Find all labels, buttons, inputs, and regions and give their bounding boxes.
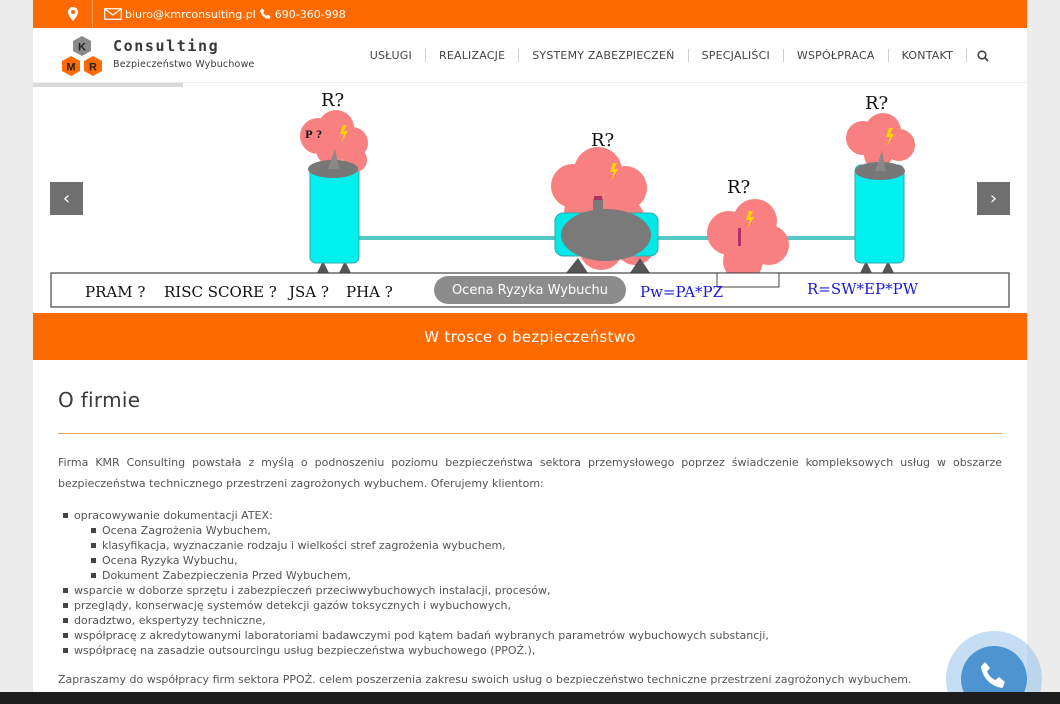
list-item: doradztwo, ekspertyzy techniczne, [58, 613, 1002, 628]
banner-text: W trosce o bezpieczeństwo [424, 327, 636, 346]
list-item: wsparcie w doborze sprzętu i zabezpieczeń przeciwwybuchowych instalacji, procesów, [58, 583, 1002, 598]
method-risc-score: RISC SCORE ? [164, 283, 277, 301]
list-item: Ocena Zagrożenia Wybuchem, [74, 523, 1002, 538]
formula-r: R=SW*EP*PW [807, 280, 919, 298]
nav-item-wspolpraca[interactable]: WSPÓŁPRACA [796, 49, 875, 62]
phone-link[interactable]: 690-360-998 [274, 7, 346, 21]
logo[interactable] [58, 34, 108, 80]
list-item [58, 508, 1002, 583]
r-question-label-1: R? [321, 90, 345, 111]
email-link[interactable]: biuro@kmrconsulting.pl [125, 7, 256, 21]
method-pram: PRAM ? [85, 283, 146, 301]
page [33, 0, 1027, 704]
tagline-banner [33, 313, 1027, 360]
list-item: Ocena Ryzyka Wybuchu, [74, 553, 1002, 568]
nav-item-realizacje[interactable]: REALIZACJE [438, 49, 506, 62]
phone-handset-icon [979, 660, 1009, 694]
phone-icon [260, 8, 272, 20]
nav-item-kontakt[interactable]: KONTAKT [901, 49, 953, 62]
outro-paragraph: Zapraszamy do współpracy firm sektora PPOŻ. celem poszerzenia zakresu swoich usług o bezpieczeństwo techniczne przestrzeni zagrożonych wybuchem. [58, 673, 912, 686]
main-nav [357, 49, 989, 62]
list-item: Dokument Zabezpieczenia Przed Wybuchem, [74, 568, 1002, 583]
brand[interactable] [113, 37, 255, 70]
method-pha: PHA ? [346, 283, 393, 301]
contact-bar [33, 0, 1027, 28]
about-section [33, 360, 1027, 686]
map-marker-icon[interactable] [68, 7, 78, 21]
taskbar-strip [0, 692, 1060, 704]
list-item-label: opracowywanie dokumentacji ATEX: [74, 509, 273, 522]
pipe-leak-cloud [707, 199, 789, 281]
p-question-label: P ? [305, 130, 322, 141]
hero-slider [33, 83, 1027, 313]
list-item: współpracę z akredytowanymi laboratoriami badawczymi pod kątem badań wybranych parametrów wybuchowych substancji, [58, 628, 1002, 643]
r-question-label-2: R? [591, 130, 615, 151]
list-item: przeglądy, konserwację systemów detekcji gazów toksycznych i wybuchowych, [58, 598, 1002, 613]
logo-letter-m: M [66, 61, 76, 74]
slider-prev-button[interactable]: ‹ [50, 182, 83, 215]
r-question-label-3: R? [727, 177, 751, 198]
formula-box [717, 273, 779, 287]
list-item: współpracę na zasadzie outsourcingu usług bezpieczeństwa wybuchowego (PPOŻ.), [58, 643, 1002, 658]
logo-letter-k: K [78, 41, 86, 54]
vessel-right [846, 113, 915, 273]
logo-letter-r: R [89, 61, 97, 74]
formula-pw: Pw=PA*PZ [640, 283, 724, 301]
slider-next-button[interactable]: › [977, 182, 1010, 215]
atex-sublist [74, 523, 1002, 583]
method-jsa: JSA ? [289, 283, 329, 301]
r-question-label-4: R? [865, 93, 889, 114]
divider [92, 0, 93, 28]
brand-name: Consulting [113, 37, 220, 55]
nav-item-systemy-zabezpieczen[interactable]: SYSTEMY ZABEZPIECZEŃ [532, 49, 675, 62]
site-header [33, 28, 1027, 83]
services-list [58, 508, 1002, 658]
risk-assessment-button[interactable]: Ocena Ryzyka Wybuchu [434, 276, 626, 304]
search-icon[interactable] [967, 50, 989, 62]
brand-tagline: Bezpieczeństwo Wybuchowe [113, 59, 255, 70]
nav-item-uslugi[interactable]: USŁUGI [369, 49, 412, 62]
section-divider [58, 433, 1002, 434]
list-item: klasyfikacja, wyznaczanie rodzaju i wielkości stref zagrożenia wybuchem, [74, 538, 1002, 553]
intro-paragraph: Firma KMR Consulting powstała z myślą o podnoszeniu poziomu bezpieczeństwa sektora przemysłowego poprzez świadczenie kompleksowych usług w obszarze bezpieczeństwa technicznego przestrzeni zagrożonych wybuchem. Oferujemy klientom: [58, 456, 1002, 490]
nav-item-specjalisci[interactable]: SPECJALIŚCI [701, 49, 770, 62]
envelope-icon [104, 8, 122, 20]
section-title: O firmie [58, 388, 141, 412]
tank-center [551, 147, 658, 273]
